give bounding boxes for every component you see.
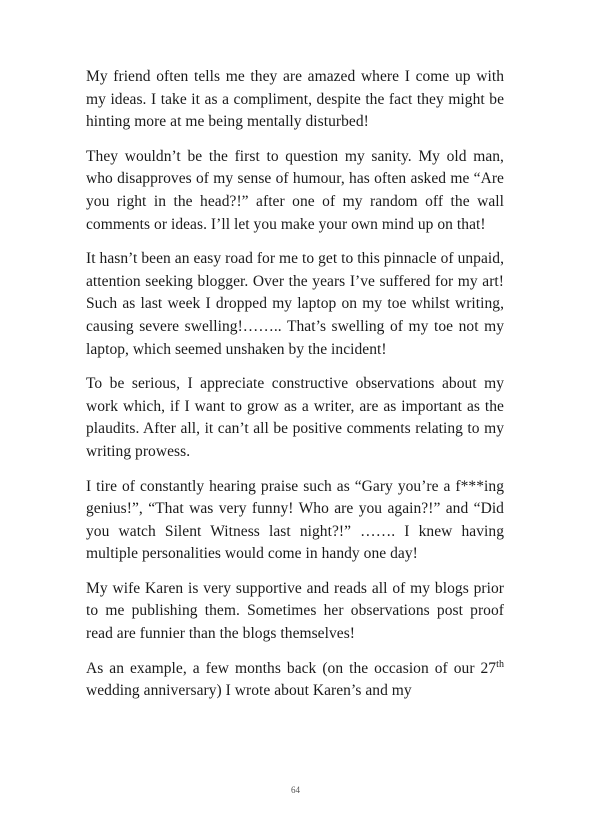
paragraph: It hasn’t been an easy road for me to get to this pinnacle of unpaid, attention seeking blogger. Over the years I’ve suffered for my art! Such as last week I dropped my laptop on my toe whilst writing, causing severe swelling!…….. That’s swelling of my toe not my laptop, which seemed unshaken by the incident!: [86, 250, 504, 358]
paragraph: I tire of constantly hearing praise such as “Gary you’re a f***ing genius!”, “That was very funny! Who are you again?!” and “Did you watch Silent Witness last night?!” ……. I knew having multiple personalities would come in handy one day!: [86, 477, 504, 563]
paragraph-last: [86, 658, 504, 703]
paragraph: My wife Karen is very supportive and reads all of my blogs prior to me publishing them. Sometimes her observations post proof read are funnier than the blogs themselves!: [86, 579, 504, 643]
paragraph-last-end: wedding anniversary) I wrote about Karen’s and my: [86, 682, 412, 700]
paragraph-last-start: As an example, a few months back (on the occasion of our 27: [86, 659, 497, 677]
ordinal-superscript: th: [496, 658, 504, 670]
page-body: [86, 66, 504, 715]
paragraph: My friend often tells me they are amazed where I come up with my ideas. I take it as a compliment, despite the fact they might be hinting more at me being mentally disturbed!: [86, 68, 504, 131]
paragraph: To be serious, I appreciate constructive observations about my work which, if I want to grow as a writer, are as important as the plaudits. After all, it can’t all be positive comments relating to my writing prowess.: [86, 375, 504, 460]
paragraph: They wouldn’t be the first to question my sanity. My old man, who disapproves of my sense of humour, has often asked me “Are you right in the head?!” after one of my random off the wall comments or ideas. I’ll let you make your own mind up on that!: [86, 147, 504, 233]
page-number: 64: [291, 785, 300, 795]
